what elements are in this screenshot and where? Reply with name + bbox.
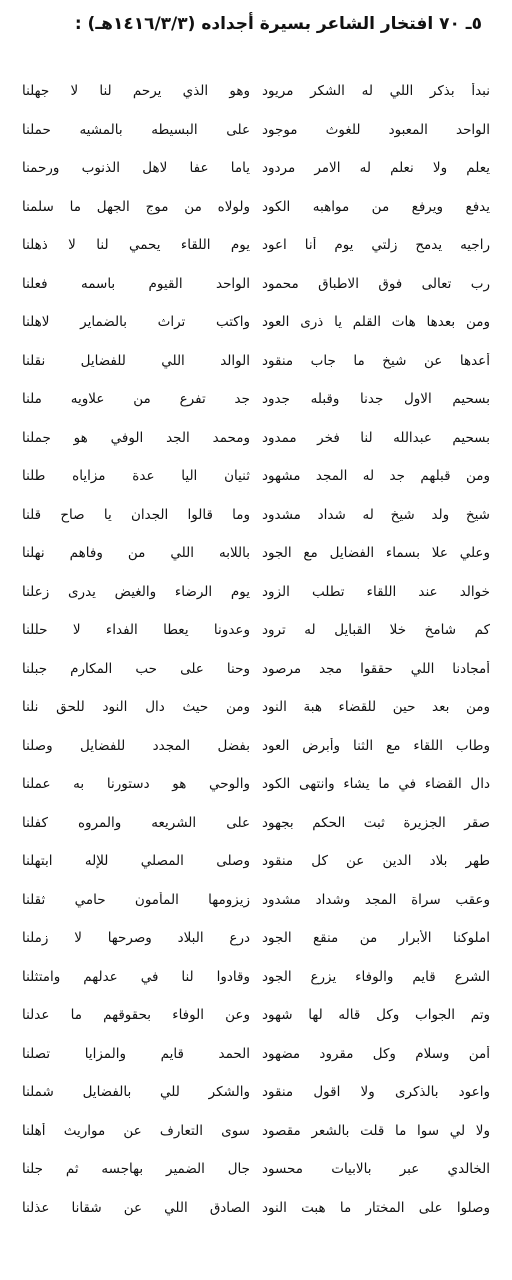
verse-row <box>22 611 490 650</box>
verse-first-hemistich: بسحيم عبدالله لنا فخر ممدود <box>262 429 490 446</box>
verse-first-hemistich: وعلي علا بسماء الفضايل مع الجود <box>262 545 490 562</box>
verse-row <box>22 958 490 997</box>
verse-first-hemistich: واعود بالذكرى ولا اقول منقود <box>262 1084 490 1101</box>
verse-second-hemistich: وعن الوفاء بحقوقهم ما عدلنا <box>22 1007 250 1024</box>
verse-row <box>22 1035 490 1074</box>
verse-first-hemistich: الشرع قايم والوفاء يزرع الجود <box>262 968 490 985</box>
verse-row <box>22 573 490 612</box>
verse-first-hemistich: ومن بعد حين للقضاء هبة النود <box>262 699 490 716</box>
verse-second-hemistich: الواحد القيوم باسمه فعلنا <box>22 275 250 292</box>
verse-row <box>22 804 490 843</box>
verse-row <box>22 1150 490 1189</box>
verse-first-hemistich: طهر بلاد الدين عن كل منقود <box>262 853 490 870</box>
verse-first-hemistich: وتم الجواب وكل قاله لها شهود <box>262 1007 490 1024</box>
verse-second-hemistich: الحمد قايم والمزايا تصلنا <box>22 1045 250 1062</box>
verse-first-hemistich: املوكنا الأبرار من منقع الجود <box>262 930 490 947</box>
verse-second-hemistich: وصلى المصلي للإله ابتهلنا <box>22 853 250 870</box>
verse-first-hemistich: وعقب سراة المجد وشداد مشدود <box>262 891 490 908</box>
verse-row <box>22 842 490 881</box>
verse-second-hemistich: بفضل المجدد للفضايل وصلنا <box>22 737 250 754</box>
verse-first-hemistich: الواحد المعبود للغوث موجود <box>262 121 490 138</box>
verse-first-hemistich: رب تعالى فوق الاطباق محمود <box>262 275 490 292</box>
verse-first-hemistich: وطاب اللقاء مع الثنا وأبرض العود <box>262 737 490 754</box>
verse-row <box>22 496 490 535</box>
poem-title: ٥ـ ٧٠ افتخار الشاعر بسيرة أجداده (١٤١٦/٣/٣هـ) : <box>74 14 482 34</box>
verse-second-hemistich: ياما عفا لاهل الذنوب ورحمنا <box>22 160 250 177</box>
verse-first-hemistich: دال القضاء في ما يشاء وانتهى الكود <box>262 776 490 793</box>
verse-second-hemistich: والوحي هو دستورنا به عملنا <box>22 776 250 793</box>
verse-second-hemistich: ومن حيث دال النود للحق نلنا <box>22 699 250 716</box>
verse-second-hemistich: ومحمد الجد الوفي هو جملنا <box>22 429 250 446</box>
verse-second-hemistich: وهو الذي يرحم لنا لا جهلنا <box>22 83 250 100</box>
verse-second-hemistich: على البسيطه بالمشيه حملنا <box>22 121 250 138</box>
verse-second-hemistich: الصادق اللي عن شقانا عذلنا <box>22 1199 250 1216</box>
verse-second-hemistich: زيزومها المأمون حامي ثقلنا <box>22 891 250 908</box>
verse-first-hemistich: وصلوا على المختار ما هبت النود <box>262 1199 490 1216</box>
verse-first-hemistich: كم شامخ خلا القبايل له ترود <box>262 622 490 639</box>
verse-second-hemistich: باللابه اللي من وفاهم نهلنا <box>22 545 250 562</box>
verse-row <box>22 765 490 804</box>
verse-row <box>22 149 490 188</box>
verse-row <box>22 534 490 573</box>
verse-first-hemistich: يدفع ويرفع من مواهبه الكود <box>262 198 490 215</box>
verse-row <box>22 1112 490 1151</box>
verse-second-hemistich: درع البلاد وصرحها لا زملنا <box>22 930 250 947</box>
verse-row <box>22 650 490 689</box>
verse-first-hemistich: يعلم ولا نعلم له الامر مردود <box>262 160 490 177</box>
verse-row <box>22 111 490 150</box>
verse-second-hemistich: جال الضمير بهاجسه ثم جلنا <box>22 1161 250 1178</box>
verse-row <box>22 688 490 727</box>
verse-second-hemistich: الوالد اللي للفضايل نقلنا <box>22 352 250 369</box>
verse-second-hemistich: وعدونا يعطا الفداء لا حللنا <box>22 622 250 639</box>
verse-first-hemistich: بسحيم الاول جدنا وقبله جدود <box>262 391 490 408</box>
verse-second-hemistich: والشكر للي بالفضايل شملنا <box>22 1084 250 1101</box>
verse-row <box>22 226 490 265</box>
verse-row <box>22 188 490 227</box>
verse-second-hemistich: على الشريعه والمروه كفلنا <box>22 814 250 831</box>
verse-row <box>22 881 490 920</box>
verse-second-hemistich: يوم الرضاء والغيض يدرى زعلنا <box>22 583 250 600</box>
verse-second-hemistich: وحنا على حب المكارم جبلنا <box>22 660 250 677</box>
verse-row <box>22 419 490 458</box>
verse-first-hemistich: أعدها عن شيخ ما جاب منقود <box>262 352 490 369</box>
verse-second-hemistich: يوم اللقاء يحمي لنا لا ذهلنا <box>22 237 250 254</box>
verse-second-hemistich: وما قالوا الجدان يا صاح قلنا <box>22 506 250 523</box>
verse-first-hemistich: أمن وسلام وكل مقرود مضهود <box>262 1045 490 1062</box>
verse-row <box>22 996 490 1035</box>
verse-row <box>22 919 490 958</box>
verse-row <box>22 265 490 304</box>
verse-second-hemistich: ولولاه من موج الجهل ما سلمنا <box>22 198 250 215</box>
poem-section-two <box>22 688 490 1227</box>
verse-row <box>22 72 490 111</box>
verse-first-hemistich: ولا لي سوا ما قلت بالشعر مقصود <box>262 1122 490 1139</box>
verse-row <box>22 727 490 766</box>
poem-section-one <box>22 72 490 688</box>
verse-row <box>22 342 490 381</box>
verse-first-hemistich: الخالدي عبر بالابيات محسود <box>262 1161 490 1178</box>
verse-first-hemistich: نبدأ بذكر اللي له الشكر مريود <box>262 83 490 100</box>
verse-row <box>22 303 490 342</box>
verse-first-hemistich: أمجادنا اللي حققوا مجد مرصود <box>262 660 490 677</box>
verse-second-hemistich: سوى التعارف عن مواريث أهلنا <box>22 1122 250 1139</box>
verse-first-hemistich: راجيه يدمح زلتي يوم أنا اعود <box>262 237 490 254</box>
verse-row <box>22 380 490 419</box>
verse-row <box>22 1073 490 1112</box>
verse-first-hemistich: ومن بعدها هات القلم يا ذرى العود <box>262 314 490 331</box>
verse-second-hemistich: واكتب تراث بالضماير لاهلنا <box>22 314 250 331</box>
verse-first-hemistich: ومن قبلهم جد له المجد مشهود <box>262 468 490 485</box>
verse-row <box>22 457 490 496</box>
verse-row <box>22 1189 490 1228</box>
verse-first-hemistich: خوالد عند اللقاء تطلب الزود <box>262 583 490 600</box>
verse-second-hemistich: جد تفرع من علاويه ملنا <box>22 391 250 408</box>
verse-second-hemistich: ثنيان اليا عدة مزاياه طلنا <box>22 468 250 485</box>
verse-first-hemistich: شيخ ولد شيخ له شداد مشدود <box>262 506 490 523</box>
verse-second-hemistich: وقادوا لنا في عدلهم وامتثلنا <box>22 968 250 985</box>
verse-first-hemistich: صقر الجزيرة ثبت الحكم بجهود <box>262 814 490 831</box>
